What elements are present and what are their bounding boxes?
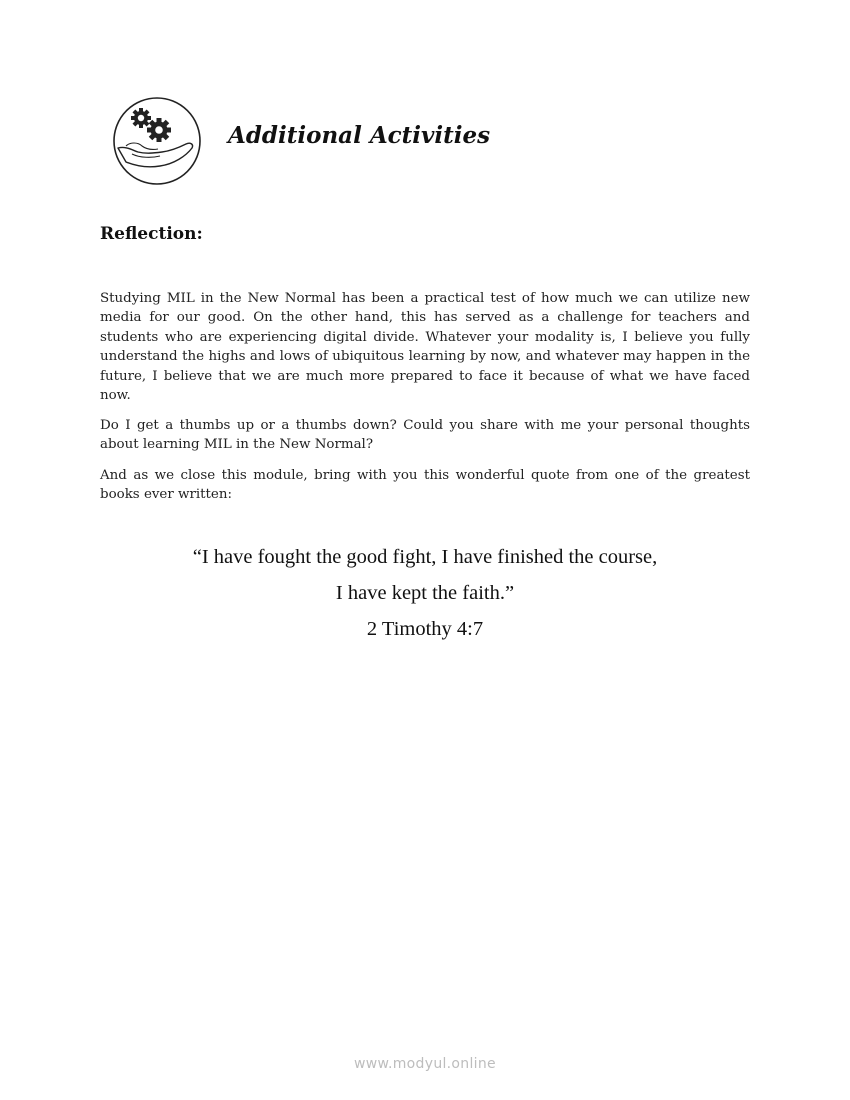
- gears-in-hand-icon: [112, 96, 202, 186]
- footer-watermark: www.modyul.online: [354, 1056, 496, 1072]
- page-title: Additional Activities: [228, 122, 491, 149]
- reflection-paragraph-1: Studying MIL in the New Normal has been a practical test of how much we can utilize new media for our good. On the other hand, this has served as a challenge for teachers and students who are experiencing digital divide. Whatever your modality is, I believe you fully understand the highs and lows of ubiquitous learning by now, and whatever may happen in the future, I believe that we are much more prepared to face it because of what we have faced now.: [100, 291, 750, 404]
- quote-line-2: I have kept the faith.”: [335, 582, 515, 604]
- quote-citation: 2 Timothy 4:7: [366, 618, 484, 640]
- reflection-paragraph-3: And as we close this module, bring with you this wonderful quote from one of the greatest books ever written:: [100, 468, 750, 503]
- reflection-paragraph-2: Do I get a thumbs up or a thumbs down? Could you share with me your personal thoughts about learning MIL in the New Normal?: [100, 418, 750, 453]
- section-heading: Reflection:: [100, 224, 203, 244]
- quote-line-1: “I have fought the good fight, I have finished the course,: [192, 546, 658, 568]
